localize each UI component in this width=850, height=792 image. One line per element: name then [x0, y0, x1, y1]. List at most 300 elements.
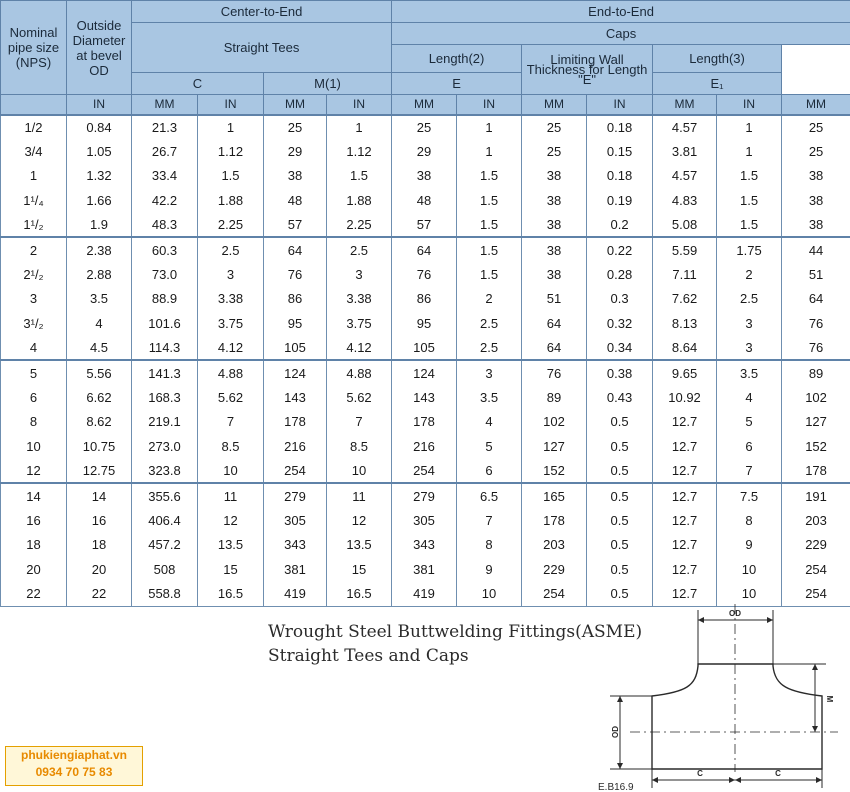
cell-od-mm: 48.3	[132, 213, 198, 238]
cell-c-in: 13.5	[198, 533, 264, 558]
cell-e1-mm: 25	[782, 139, 850, 164]
cell-c-mm: 86	[264, 287, 327, 312]
cell-c-in: 8.5	[198, 434, 264, 459]
header-end-to-end: End-to-End	[392, 1, 850, 23]
cell-m-mm: 216	[392, 434, 457, 459]
table-row	[1, 115, 850, 140]
cell-m-in: 4.88	[327, 360, 392, 385]
cell-e-in: 1	[457, 115, 522, 140]
cell-c-in: 1	[198, 115, 264, 140]
cell-m-mm: 29	[392, 139, 457, 164]
cell-e-in: 5	[457, 434, 522, 459]
cell-c-mm: 216	[264, 434, 327, 459]
cell-e1-mm: 89	[782, 360, 850, 385]
cell-e1-in: 8	[717, 508, 782, 533]
cell-c-mm: 38	[264, 164, 327, 189]
cell-limiting-in: 0.5	[587, 410, 653, 435]
cell-e1-mm: 191	[782, 483, 850, 508]
unit-blank	[1, 95, 67, 115]
cell-c-in: 4.12	[198, 336, 264, 361]
cell-e1-mm: 76	[782, 311, 850, 336]
cell-e-in: 1.5	[457, 237, 522, 262]
header-e: E	[392, 73, 522, 95]
cell-e1-in: 1.5	[717, 188, 782, 213]
cell-e1-in: 4	[717, 385, 782, 410]
cell-e1-mm: 76	[782, 336, 850, 361]
cell-limiting-mm: 4.57	[653, 115, 717, 140]
cell-e-in: 4	[457, 410, 522, 435]
title-line-1: Wrought Steel Buttwelding Fittings(ASME)	[268, 622, 643, 642]
cell-nps: 16	[1, 508, 67, 533]
table-row	[1, 483, 850, 508]
cell-e1-in: 10	[717, 582, 782, 607]
table-body	[1, 115, 850, 607]
cell-e-mm: 51	[522, 287, 587, 312]
table-row	[1, 139, 850, 164]
cell-c-in: 2.5	[198, 237, 264, 262]
cell-c-in: 4.88	[198, 360, 264, 385]
cell-c-mm: 57	[264, 213, 327, 238]
cell-e-in: 9	[457, 557, 522, 582]
cell-e1-in: 1.5	[717, 213, 782, 238]
cell-c-mm: 279	[264, 483, 327, 508]
table-row	[1, 336, 850, 361]
cell-e-mm: 102	[522, 410, 587, 435]
cell-od-mm: 60.3	[132, 237, 198, 262]
cell-nps: 3/4	[1, 139, 67, 164]
label-c-left: C	[697, 769, 703, 778]
table-row	[1, 213, 850, 238]
cell-c-mm: 381	[264, 557, 327, 582]
cell-od-mm: 33.4	[132, 164, 198, 189]
cell-nps: 6	[1, 385, 67, 410]
cell-e-mm: 38	[522, 237, 587, 262]
watermark-site: phukiengiaphat.vn	[20, 748, 127, 762]
cell-limiting-mm: 12.7	[653, 459, 717, 484]
cell-e-mm: 127	[522, 434, 587, 459]
cell-m-in: 3	[327, 262, 392, 287]
cell-limiting-mm: 12.7	[653, 434, 717, 459]
cell-e-in: 3.5	[457, 385, 522, 410]
table-row	[1, 410, 850, 435]
table-header	[1, 1, 850, 115]
cell-e1-mm: 254	[782, 557, 850, 582]
unit-in: IN	[717, 95, 782, 115]
unit-in: IN	[457, 95, 522, 115]
arrowheads	[617, 617, 822, 783]
cell-c-mm: 305	[264, 508, 327, 533]
cell-nps: 8	[1, 410, 67, 435]
table-row	[1, 360, 850, 385]
cell-m-mm: 95	[392, 311, 457, 336]
cell-limiting-mm: 3.81	[653, 139, 717, 164]
cell-e-mm: 229	[522, 557, 587, 582]
title-line-2: Straight Tees and Caps	[268, 646, 469, 666]
cell-od-in: 0.84	[67, 115, 132, 140]
table-row	[1, 508, 850, 533]
cell-e1-in: 10	[717, 557, 782, 582]
cell-limiting-in: 0.38	[587, 360, 653, 385]
watermark-phone: 0934 70 75 83	[35, 765, 113, 779]
cell-od-in: 2.38	[67, 237, 132, 262]
cell-m-in: 2.25	[327, 213, 392, 238]
cell-od-in: 1.32	[67, 164, 132, 189]
cell-e1-mm: 229	[782, 533, 850, 558]
cell-od-in: 2.88	[67, 262, 132, 287]
cell-limiting-mm: 7.62	[653, 287, 717, 312]
cell-limiting-in: 0.3	[587, 287, 653, 312]
cell-m-mm: 38	[392, 164, 457, 189]
header-c: C	[132, 73, 264, 95]
cell-e-mm: 25	[522, 139, 587, 164]
cell-m-mm: 143	[392, 385, 457, 410]
cell-nps: 5	[1, 360, 67, 385]
cell-limiting-mm: 12.7	[653, 508, 717, 533]
cell-od-in: 5.56	[67, 360, 132, 385]
cell-e1-mm: 44	[782, 237, 850, 262]
cell-e1-in: 2.5	[717, 287, 782, 312]
cell-nps: 2¹/₂	[1, 262, 67, 287]
cell-c-mm: 64	[264, 237, 327, 262]
cell-c-mm: 419	[264, 582, 327, 607]
cell-e1-mm: 203	[782, 508, 850, 533]
cell-m-in: 8.5	[327, 434, 392, 459]
label-standard: E.B16.9	[598, 782, 634, 792]
cell-od-in: 20	[67, 557, 132, 582]
unit-mm: MM	[264, 95, 327, 115]
cell-limiting-mm: 12.7	[653, 582, 717, 607]
cell-e1-mm: 254	[782, 582, 850, 607]
cell-od-in: 12.75	[67, 459, 132, 484]
cell-e1-mm: 152	[782, 434, 850, 459]
cell-m-mm: 343	[392, 533, 457, 558]
cell-od-mm: 323.8	[132, 459, 198, 484]
cell-od-mm: 21.3	[132, 115, 198, 140]
cell-od-in: 3.5	[67, 287, 132, 312]
cell-m-mm: 57	[392, 213, 457, 238]
table-row	[1, 385, 850, 410]
cell-e-mm: 38	[522, 213, 587, 238]
tee-diagram	[590, 604, 850, 792]
cell-e-mm: 254	[522, 582, 587, 607]
cell-m-mm: 64	[392, 237, 457, 262]
cell-e-in: 1.5	[457, 188, 522, 213]
unit-mm: MM	[782, 95, 850, 115]
cell-m-in: 7	[327, 410, 392, 435]
cell-e-in: 1	[457, 139, 522, 164]
cell-m-mm: 25	[392, 115, 457, 140]
cell-e1-in: 1	[717, 139, 782, 164]
cell-e-mm: 178	[522, 508, 587, 533]
cell-c-in: 1.88	[198, 188, 264, 213]
header-od: Outside Diameter at bevel OD	[67, 1, 132, 95]
cell-od-in: 18	[67, 533, 132, 558]
cell-nps: 20	[1, 557, 67, 582]
cell-e-mm: 38	[522, 188, 587, 213]
cell-od-in: 10.75	[67, 434, 132, 459]
header-center-to-end: Center-to-End	[132, 1, 392, 23]
cell-limiting-in: 0.19	[587, 188, 653, 213]
label-od-left: OD	[611, 726, 620, 738]
cell-c-in: 3.75	[198, 311, 264, 336]
label-m: M	[825, 695, 834, 703]
header-limiting-wall: Limiting Wall Thickness for Length "E"	[522, 45, 653, 95]
cell-m-in: 13.5	[327, 533, 392, 558]
cell-limiting-in: 0.32	[587, 311, 653, 336]
header-straight-tees: Straight Tees	[132, 23, 392, 73]
cell-m-mm: 105	[392, 336, 457, 361]
unit-mm: MM	[653, 95, 717, 115]
cell-nps: 3	[1, 287, 67, 312]
cell-e-mm: 203	[522, 533, 587, 558]
cell-nps: 1/2	[1, 115, 67, 140]
watermark-badge	[5, 746, 143, 786]
cell-e1-in: 1	[717, 115, 782, 140]
cell-e-mm: 165	[522, 483, 587, 508]
cell-m-in: 2.5	[327, 237, 392, 262]
cell-m-in: 3.75	[327, 311, 392, 336]
cell-m-in: 11	[327, 483, 392, 508]
cell-limiting-mm: 5.59	[653, 237, 717, 262]
cell-c-mm: 343	[264, 533, 327, 558]
unit-in: IN	[198, 95, 264, 115]
unit-in: IN	[327, 95, 392, 115]
cell-e-in: 2.5	[457, 336, 522, 361]
cell-limiting-in: 0.18	[587, 115, 653, 140]
cell-nps: 12	[1, 459, 67, 484]
cell-m-in: 1.88	[327, 188, 392, 213]
cell-e-mm: 76	[522, 360, 587, 385]
cell-e1-in: 3.5	[717, 360, 782, 385]
cell-m-in: 10	[327, 459, 392, 484]
cell-e-mm: 64	[522, 336, 587, 361]
cell-limiting-in: 0.43	[587, 385, 653, 410]
cell-c-in: 7	[198, 410, 264, 435]
unit-mm: MM	[392, 95, 457, 115]
cell-e-in: 1.5	[457, 164, 522, 189]
cell-limiting-mm: 8.64	[653, 336, 717, 361]
cell-m-in: 1	[327, 115, 392, 140]
cell-e1-mm: 38	[782, 188, 850, 213]
cell-limiting-in: 0.5	[587, 483, 653, 508]
cell-c-mm: 178	[264, 410, 327, 435]
header-m1: M(1)	[264, 73, 392, 95]
cell-e1-mm: 25	[782, 115, 850, 140]
cell-e1-in: 3	[717, 311, 782, 336]
cell-od-mm: 73.0	[132, 262, 198, 287]
header-caps: Caps	[392, 23, 850, 45]
cell-m-mm: 305	[392, 508, 457, 533]
cell-limiting-in: 0.34	[587, 336, 653, 361]
cell-e-mm: 152	[522, 459, 587, 484]
cell-c-in: 16.5	[198, 582, 264, 607]
cell-c-mm: 143	[264, 385, 327, 410]
cell-m-mm: 86	[392, 287, 457, 312]
cell-od-mm: 508	[132, 557, 198, 582]
cell-limiting-mm: 10.92	[653, 385, 717, 410]
cell-m-mm: 254	[392, 459, 457, 484]
unit-in: IN	[587, 95, 653, 115]
cell-e-in: 1.5	[457, 262, 522, 287]
cell-c-mm: 254	[264, 459, 327, 484]
cell-e1-mm: 51	[782, 262, 850, 287]
cell-od-mm: 26.7	[132, 139, 198, 164]
cell-e-mm: 64	[522, 311, 587, 336]
cell-e1-in: 6	[717, 434, 782, 459]
unit-row	[1, 95, 850, 115]
cell-e1-in: 7	[717, 459, 782, 484]
cell-od-in: 1.05	[67, 139, 132, 164]
cell-c-mm: 48	[264, 188, 327, 213]
cell-c-mm: 95	[264, 311, 327, 336]
cell-e-mm: 89	[522, 385, 587, 410]
cell-e1-in: 1.5	[717, 164, 782, 189]
table-row	[1, 237, 850, 262]
cell-m-in: 15	[327, 557, 392, 582]
document-title	[268, 620, 642, 668]
cell-e-in: 8	[457, 533, 522, 558]
cell-m-in: 4.12	[327, 336, 392, 361]
cell-e1-in: 5	[717, 410, 782, 435]
cell-c-in: 1.12	[198, 139, 264, 164]
cell-od-in: 6.62	[67, 385, 132, 410]
cell-c-in: 3	[198, 262, 264, 287]
cell-od-mm: 355.6	[132, 483, 198, 508]
cell-m-mm: 48	[392, 188, 457, 213]
cell-nps: 1	[1, 164, 67, 189]
cell-c-in: 10	[198, 459, 264, 484]
cell-m-mm: 178	[392, 410, 457, 435]
table-row	[1, 311, 850, 336]
cell-c-in: 11	[198, 483, 264, 508]
cell-c-mm: 124	[264, 360, 327, 385]
cell-m-in: 16.5	[327, 582, 392, 607]
cell-e1-mm: 178	[782, 459, 850, 484]
label-od-top: OD	[729, 609, 741, 618]
cell-c-mm: 105	[264, 336, 327, 361]
cell-limiting-mm: 12.7	[653, 557, 717, 582]
cell-m-mm: 381	[392, 557, 457, 582]
cell-m-mm: 76	[392, 262, 457, 287]
cell-c-in: 15	[198, 557, 264, 582]
table-row	[1, 287, 850, 312]
cell-m-mm: 419	[392, 582, 457, 607]
cell-od-in: 16	[67, 508, 132, 533]
cell-od-in: 8.62	[67, 410, 132, 435]
cell-limiting-mm: 8.13	[653, 311, 717, 336]
cell-e-in: 6.5	[457, 483, 522, 508]
header-e1: E₁	[653, 73, 782, 95]
cell-e-mm: 25	[522, 115, 587, 140]
label-c-right: C	[775, 769, 781, 778]
cell-e1-mm: 38	[782, 164, 850, 189]
table-row	[1, 557, 850, 582]
cell-c-in: 3.38	[198, 287, 264, 312]
cell-e1-in: 9	[717, 533, 782, 558]
cell-e-in: 3	[457, 360, 522, 385]
cell-nps: 14	[1, 483, 67, 508]
cell-limiting-mm: 12.7	[653, 483, 717, 508]
cell-nps: 1¹/₂	[1, 213, 67, 238]
cell-od-mm: 406.4	[132, 508, 198, 533]
cell-od-in: 1.66	[67, 188, 132, 213]
cell-od-mm: 558.8	[132, 582, 198, 607]
cell-od-mm: 114.3	[132, 336, 198, 361]
cell-od-in: 1.9	[67, 213, 132, 238]
cell-e1-in: 3	[717, 336, 782, 361]
cell-m-in: 1.12	[327, 139, 392, 164]
header-nps: Nominal pipe size (NPS)	[1, 1, 67, 95]
cell-limiting-in: 0.5	[587, 508, 653, 533]
header-length-3: Length(3)	[653, 45, 782, 73]
cell-m-in: 12	[327, 508, 392, 533]
cell-od-mm: 273.0	[132, 434, 198, 459]
cell-nps: 10	[1, 434, 67, 459]
cell-nps: 1¹/₄	[1, 188, 67, 213]
cell-od-mm: 457.2	[132, 533, 198, 558]
cell-e-in: 7	[457, 508, 522, 533]
cell-limiting-in: 0.22	[587, 237, 653, 262]
unit-in: IN	[67, 95, 132, 115]
cell-e-in: 2	[457, 287, 522, 312]
cell-c-mm: 29	[264, 139, 327, 164]
table-row	[1, 164, 850, 189]
cell-m-in: 5.62	[327, 385, 392, 410]
cell-e-in: 2.5	[457, 311, 522, 336]
cell-nps: 3¹/₂	[1, 311, 67, 336]
cell-limiting-in: 0.15	[587, 139, 653, 164]
cell-e-mm: 38	[522, 262, 587, 287]
cell-limiting-mm: 4.83	[653, 188, 717, 213]
cell-e1-mm: 127	[782, 410, 850, 435]
cell-limiting-in: 0.2	[587, 213, 653, 238]
cell-e-in: 10	[457, 582, 522, 607]
table-row	[1, 459, 850, 484]
cell-od-mm: 101.6	[132, 311, 198, 336]
cell-e-in: 6	[457, 459, 522, 484]
cell-limiting-in: 0.18	[587, 164, 653, 189]
cell-nps: 18	[1, 533, 67, 558]
cell-e1-in: 7.5	[717, 483, 782, 508]
cell-e1-mm: 38	[782, 213, 850, 238]
cell-od-mm: 168.3	[132, 385, 198, 410]
cell-limiting-mm: 12.7	[653, 410, 717, 435]
cell-nps: 2	[1, 237, 67, 262]
tee-outline	[652, 664, 822, 769]
cell-nps: 22	[1, 582, 67, 607]
cell-c-in: 12	[198, 508, 264, 533]
cell-c-in: 5.62	[198, 385, 264, 410]
cell-od-mm: 88.9	[132, 287, 198, 312]
cell-od-in: 4.5	[67, 336, 132, 361]
table-row	[1, 262, 850, 287]
cell-e1-mm: 64	[782, 287, 850, 312]
cell-limiting-in: 0.5	[587, 459, 653, 484]
cell-od-mm: 219.1	[132, 410, 198, 435]
cell-od-in: 4	[67, 311, 132, 336]
cell-limiting-mm: 7.11	[653, 262, 717, 287]
header-length-2: Length(2)	[392, 45, 522, 73]
cell-limiting-mm: 5.08	[653, 213, 717, 238]
cell-c-mm: 25	[264, 115, 327, 140]
cell-limiting-in: 0.5	[587, 557, 653, 582]
cell-e1-in: 2	[717, 262, 782, 287]
cell-limiting-in: 0.28	[587, 262, 653, 287]
cell-c-mm: 76	[264, 262, 327, 287]
cell-c-in: 2.25	[198, 213, 264, 238]
cell-od-in: 22	[67, 582, 132, 607]
unit-mm: MM	[132, 95, 198, 115]
